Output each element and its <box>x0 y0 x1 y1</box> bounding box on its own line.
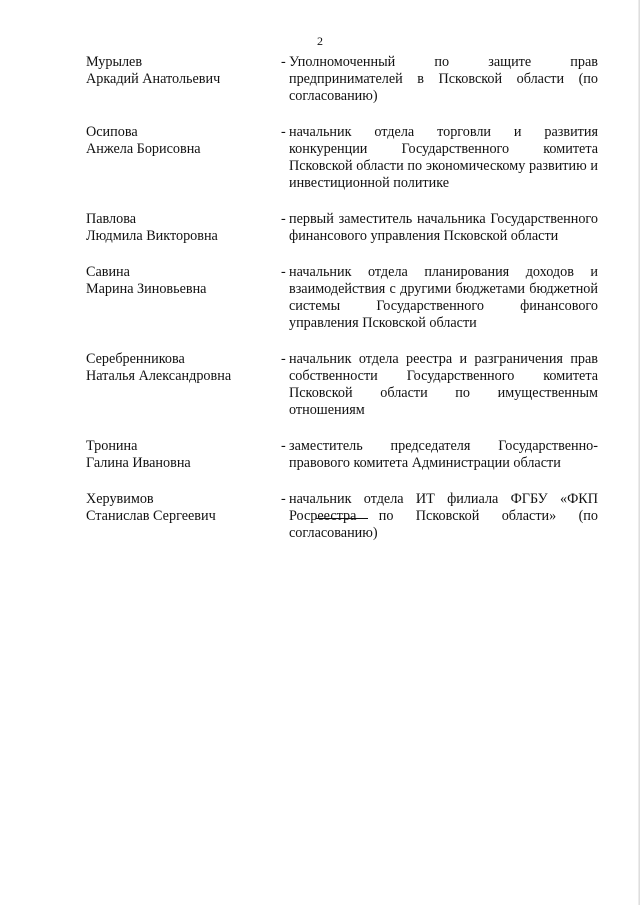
member-entry <box>86 211 598 245</box>
member-given-names: Марина Зиновьевна <box>86 281 207 297</box>
member-entry <box>86 438 598 472</box>
member-entry <box>86 351 598 419</box>
member-dash: - <box>281 211 286 227</box>
member-given-names: Анжела Борисовна <box>86 141 201 157</box>
member-name <box>86 438 281 472</box>
member-given-names: Наталья Александровна <box>86 368 232 384</box>
member-dash: - <box>281 264 286 280</box>
member-position: начальник отдела реестра и разграничения прав собственности Государственного комитета Псковской области по имущественным отношениям <box>289 351 598 418</box>
member-position: начальник отдела торговли и развития конкуренции Государственного комитета Псковской области по экономическому развитию и инвестиционной политике <box>289 124 598 191</box>
member-given-names: Станислав Сергеевич <box>86 508 216 524</box>
member-dash: - <box>281 54 286 70</box>
member-position: заместитель председателя Государственно-правового комитета Администрации области <box>289 438 598 471</box>
member-entry <box>86 124 598 192</box>
member-dash: - <box>281 351 286 367</box>
member-position: начальник отдела ИТ филиала ФГБУ «ФКП Росреестра по Псковской области» (по согласованию) <box>289 491 598 541</box>
member-dash: - <box>281 438 286 454</box>
member-name <box>86 124 281 192</box>
member-surname: Серебренникова <box>86 351 185 367</box>
member-name <box>86 211 281 245</box>
page-number: 2 <box>317 34 323 48</box>
member-given-names: Аркадий Анатольевич <box>86 71 221 87</box>
member-position: начальник отдела планирования доходов и взаимодействия с другими бюджетами бюджетной системы Государственного финансового управления Псковской области <box>289 264 598 331</box>
member-given-names: Галина Ивановна <box>86 455 191 471</box>
member-surname: Мурылев <box>86 54 143 70</box>
member-dash: - <box>281 124 286 140</box>
member-name <box>86 491 281 542</box>
member-position: первый заместитель начальника Государственного финансового управления Псковской области <box>289 211 598 244</box>
member-dash: - <box>281 491 286 507</box>
member-name <box>86 54 281 105</box>
member-surname: Павлова <box>86 211 137 227</box>
member-position: Уполномоченный по защите прав предпринимателей в Псковской области (по согласованию) <box>289 54 598 104</box>
member-name <box>86 351 281 419</box>
member-entry <box>86 54 598 105</box>
member-surname: Савина <box>86 264 130 280</box>
end-of-list-rule <box>316 518 368 519</box>
member-surname: Осипова <box>86 124 138 140</box>
member-given-names: Людмила Викторовна <box>86 228 218 244</box>
member-entry <box>86 491 598 542</box>
member-entry <box>86 264 598 332</box>
member-list <box>86 54 598 542</box>
member-surname: Тронина <box>86 438 138 454</box>
member-name <box>86 264 281 332</box>
member-surname: Херувимов <box>86 491 154 507</box>
